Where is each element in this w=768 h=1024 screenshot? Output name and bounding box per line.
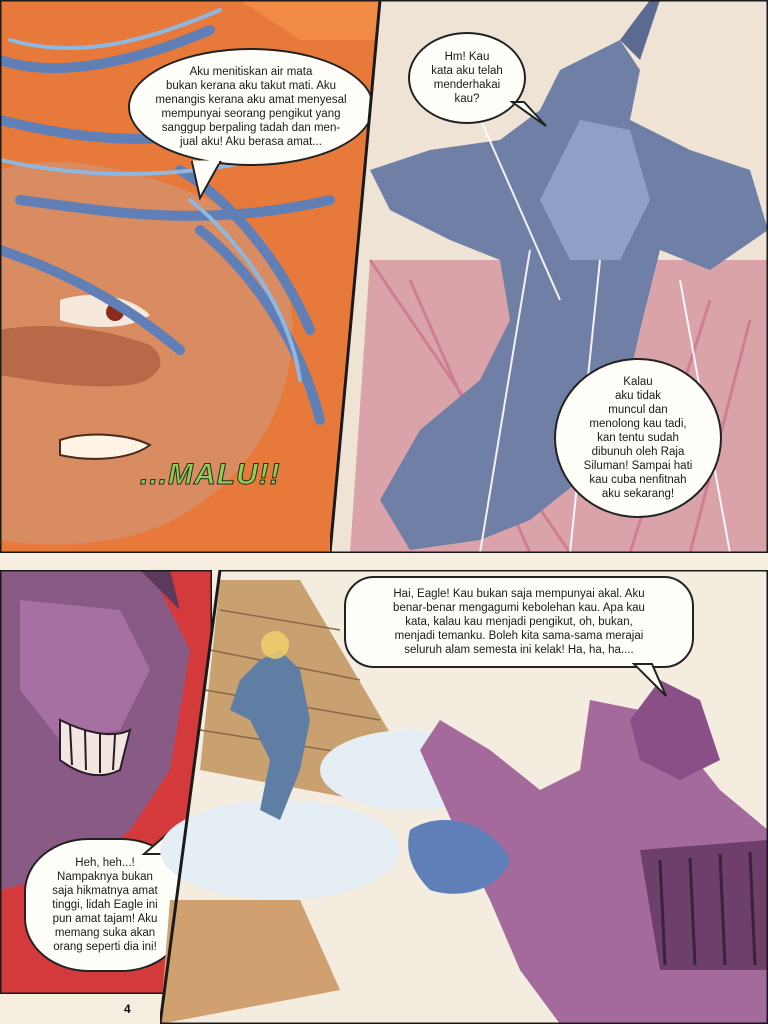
- sound-effect-text: ...MALU!!: [140, 458, 281, 491]
- page-number: 4: [124, 1002, 131, 1016]
- panel-4: [160, 570, 768, 1024]
- speech-bubble-top: [408, 32, 526, 124]
- bubble-text: Kalau aku tidak muncul dan menolong kau tadi, kan tentu sudah dibunuh oleh Raja Siluman! Sampai hati kau cuba nenfitnah aku sekarang!: [583, 376, 693, 500]
- bubble-text: Heh, heh...! Nampaknya bukan saja hikmatnya amat tinggi, lidah Eagle ini pun amat tajam! Aku memang suka akan orang seperti dia ini!: [52, 857, 158, 953]
- speech-bubble: [344, 576, 694, 668]
- speech-bubble-bottom: [554, 358, 722, 518]
- bubble-tail: [510, 100, 550, 130]
- panel-2: [330, 0, 768, 553]
- bubble-tail: [190, 160, 230, 200]
- bubble-text: Hm! Kau kata aku telah menderhakai kau?: [431, 51, 503, 105]
- bubble-text: Aku menitiskan air mata bukan kerana aku takut mati. Aku menangis kerana aku amat menyesal mempunyai seorang pengikut yang sanggup berpaling tadah dan men- jual aku! Aku berasa amat...: [155, 66, 347, 148]
- bubble-text: Hai, Eagle! Kau bukan saja mempunyai akal. Aku benar-benar mengagumi kebolehan kau. Apa kau kata, kalau kau menjadi pengikut, oh, bukan, menjadi temanku. Boleh kita sama-sama merajai seluruh alam semesta ini kelak! Ha, ha, ha....: [393, 588, 645, 656]
- bubble-tail: [630, 662, 670, 698]
- panel-1: [0, 0, 380, 553]
